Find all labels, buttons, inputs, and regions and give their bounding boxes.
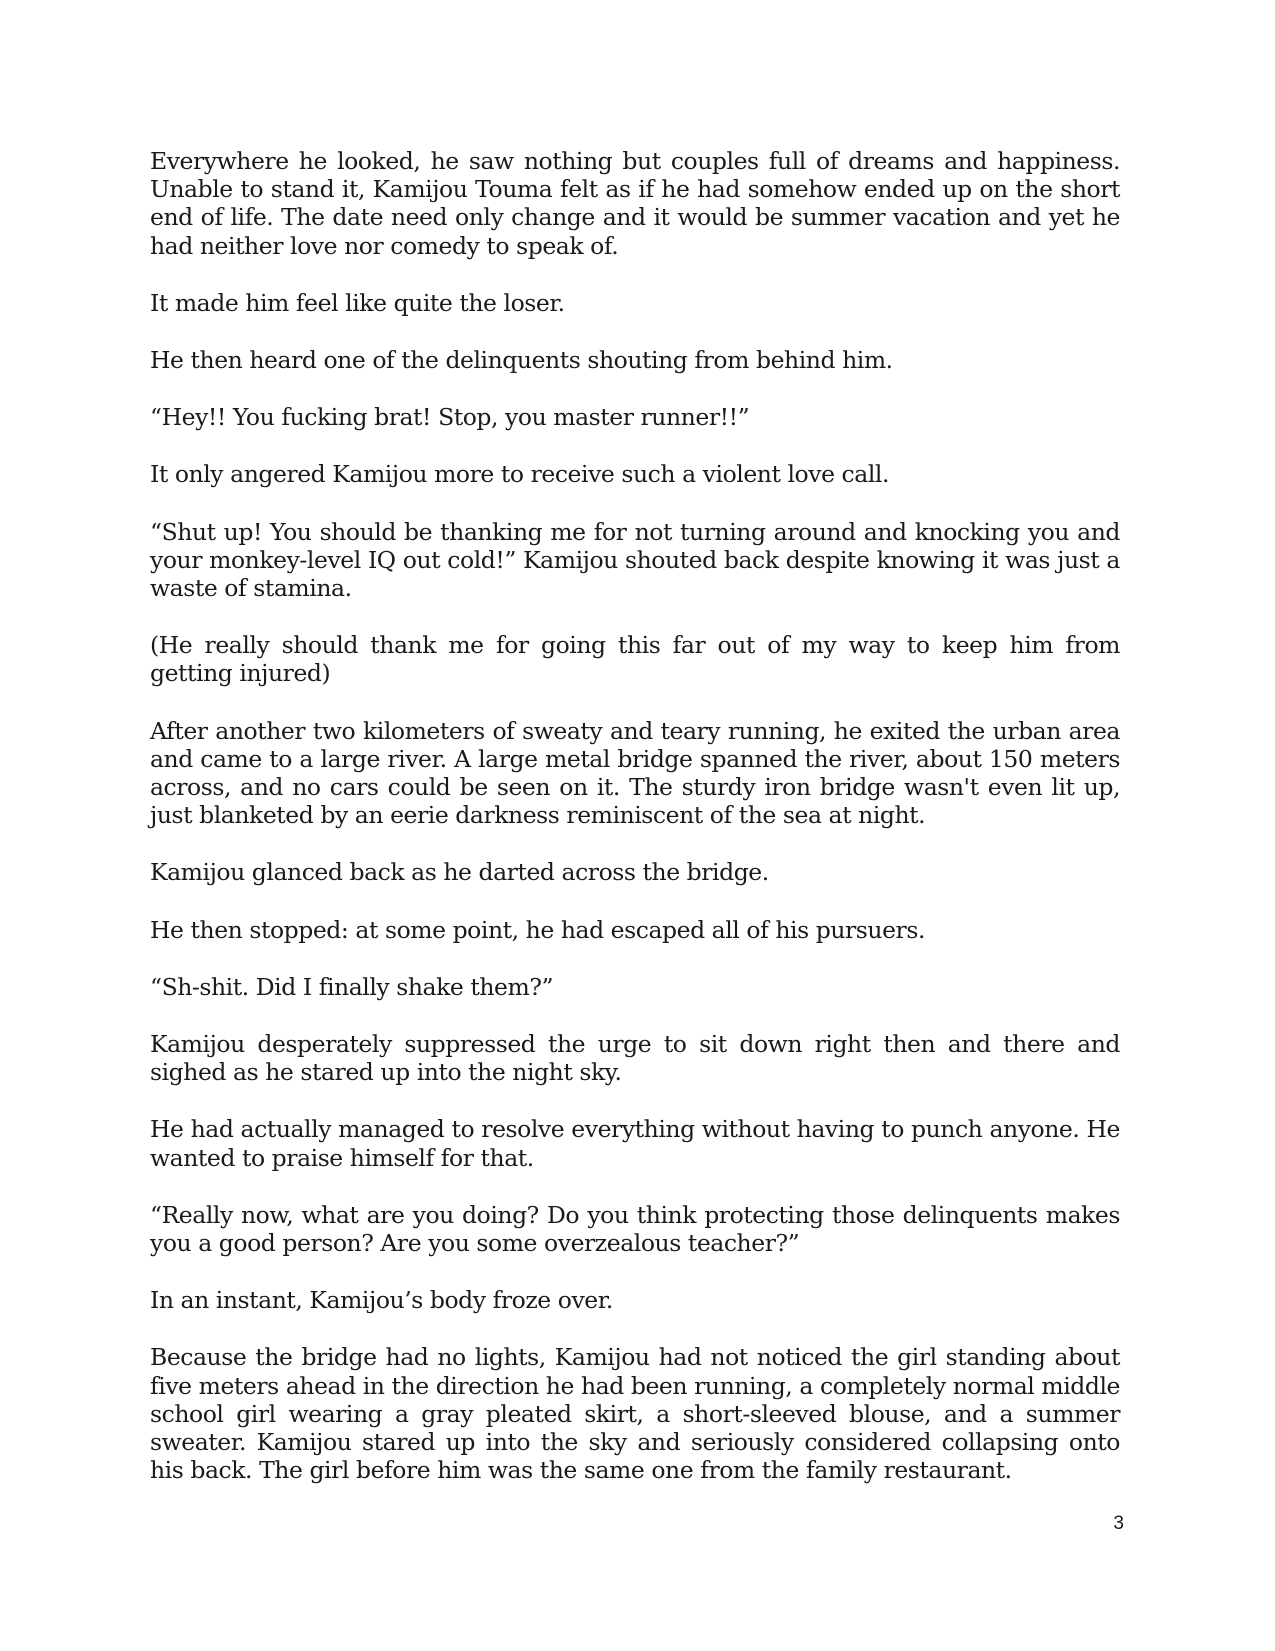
paragraph: Kamijou glanced back as he darted across the bridge. (150, 858, 769, 887)
page-number: 3 (1113, 1513, 1124, 1534)
paragraph: Everywhere he looked, he saw nothing but couples full of dreams and happiness. Unable to stand it, Kamijou Touma felt as if he had somehow ended up on the short end of life. The date need only change and it would be summer vacation and yet he had neither love nor comedy to speak of. (150, 147, 1120, 260)
paragraph: After another two kilometers of sweaty and teary running, he exited the urban area and came to a large river. A large metal bridge spanned the river, about 150 meters across, and no cars could be seen on it. The sturdy iron bridge wasn't even lit up, just blanketed by an eerie darkness reminiscent of the sea at night. (150, 716, 1120, 830)
paragraph: “Shut up! You should be thanking me for not turning around and knocking you and your monkey-level IQ out cold!” Kamijou shouted back despite knowing it was just a waste of stamina. (150, 517, 1120, 603)
paragraph: He then heard one of the delinquents shouting from behind him. (150, 346, 893, 375)
paragraph: Kamijou desperately suppressed the urge to sit down right then and there and sighed as he stared up into the night sky. (150, 1030, 1120, 1087)
paragraph: “Really now, what are you doing? Do you think protecting those delinquents makes you a good person? Are you some overzealous teacher?” (150, 1200, 1120, 1258)
paragraph: (He really should thank me for going this far out of my way to keep him from getting injured) (150, 631, 1120, 688)
paragraph: It only angered Kamijou more to receive such a violent love call. (150, 460, 889, 489)
paragraph: Because the bridge had no lights, Kamijou had not noticed the girl standing about five meters ahead in the direction he had been running, a completely normal middle school girl wearing a gray pleated skirt, a short-sleeved blouse, and a summer sweater. Kamijou stared up into the sky and seriously considered collapsing onto his back. The girl before him was the same one from the family restaurant. (150, 1343, 1120, 1485)
paragraph: It made him feel like quite the loser. (150, 288, 565, 317)
paragraph: He then stopped: at some point, he had escaped all of his pursuers. (150, 915, 925, 944)
paragraph: In an instant, Kamijou’s body froze over. (150, 1286, 613, 1315)
paragraph: He had actually managed to resolve everything without having to punch anyone. He wanted to praise himself for that. (150, 1115, 1120, 1172)
paragraph: “Sh-shit. Did I finally shake them?” (150, 972, 554, 1001)
paragraph: “Hey!! You fucking brat! Stop, you master runner!!” (150, 403, 750, 432)
page-body (150, 147, 1120, 1514)
